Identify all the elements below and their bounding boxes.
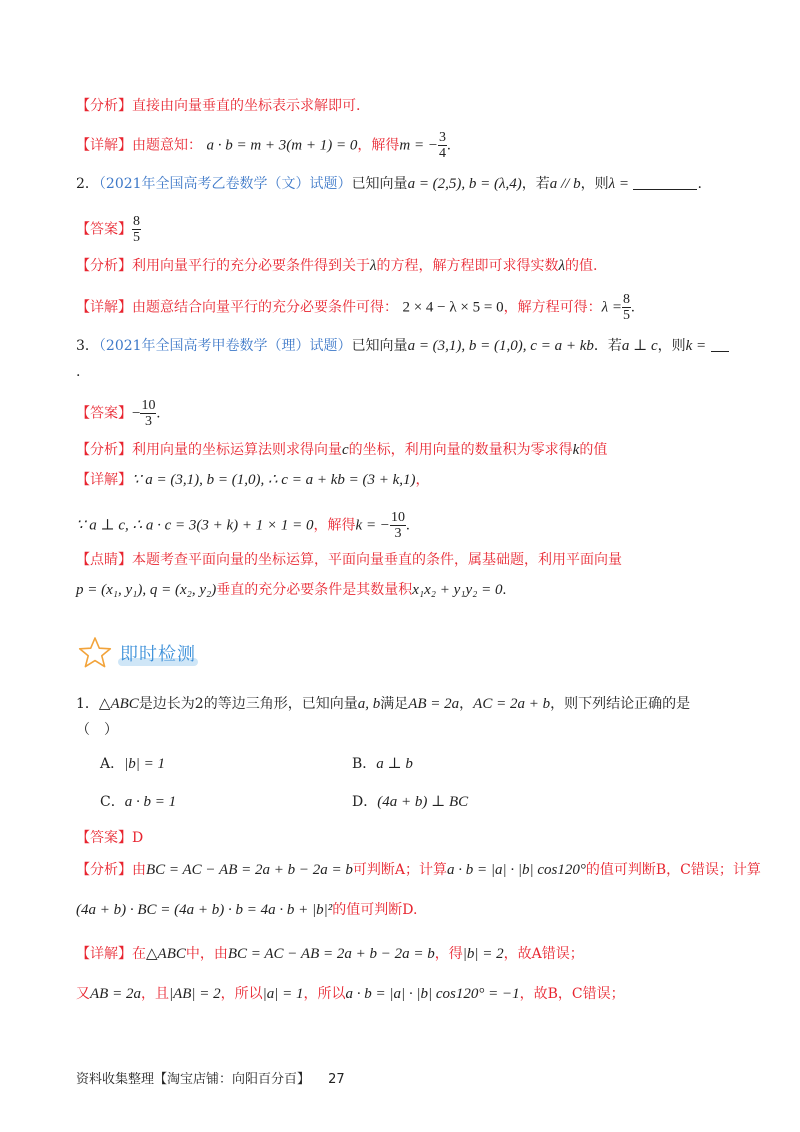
q1-detail: 【详解】由题意知： a · b = m + 3(m + 1) = 0，解得m = − $\frac{3}{4}$ . bbox=[76, 130, 451, 161]
q3-comment-2: p = (x₁, y₁), q = (x₂, y₂)垂直的充分必要条件是其数量积x₁x₂ + y₁y₂ = 0. bbox=[76, 582, 507, 598]
fraction: $\frac{8}{5}$ bbox=[622, 292, 630, 323]
option-b[interactable]: B．a ⊥ b bbox=[352, 756, 413, 772]
q1-analysis: 【分析】直接由向量垂直的坐标表示求解即可. bbox=[76, 98, 361, 114]
q3-detail-2: ∵ a ⊥ c, ∴ a · c = 3(3 + k) + 1 × 1 = 0，解得k = − $\frac{10}{3}$ . bbox=[76, 510, 410, 541]
q2-answer: 【答案】 $\frac{8}{5}$ bbox=[76, 214, 140, 245]
answer-blank bbox=[711, 351, 729, 352]
page-number: 27 bbox=[328, 1072, 345, 1087]
option-a[interactable]: A．|b| = 1 bbox=[100, 756, 165, 772]
footer-text: 资料收集整理【淘宝店铺：向阳百分百】 bbox=[76, 1072, 311, 1087]
page-footer bbox=[76, 1068, 345, 1087]
q3-stem: 3．（2021年全国高考甲卷数学（理）试题）已知向量a = (3,1), b = (1,0), c = a + kb．若a ⊥ c，则k = bbox=[76, 334, 729, 358]
q2-stem: 2．（2021年全国高考乙卷数学（文）试题）已知向量a = (2,5), b = (λ,4)，若a // b，则λ = . bbox=[76, 176, 702, 192]
p1-detail: 【详解】在△ABC中，由BC = AC − AB = 2a + b − 2a = b，得|b| = 2，故A错误； bbox=[76, 946, 584, 962]
q3-answer: 【答案】− $\frac{10}{3}$ . bbox=[76, 398, 161, 429]
p1-detail-2: 又AB = 2a，且|AB| = 2，所以|a| = 1，所以a · b = |a| · |b| cos120° = −1，故B，C错误； bbox=[76, 986, 625, 1002]
q3-analysis: 【分析】利用向量的坐标运算法则求得向量c的坐标，利用向量的数量积为零求得k的值 bbox=[76, 442, 608, 458]
fraction: $\frac{3}{4}$ bbox=[438, 130, 446, 161]
p1-analysis: 【分析】由BC = AC − AB = 2a + b − 2a = b可判断A；计算a · b = |a| · |b| cos120°的值可判断B，C错误；计算 bbox=[76, 862, 761, 878]
q3-comment: 【点睛】本题考查平面向量的坐标运算，平面向量垂直的条件，属基础题，利用平面向量 bbox=[76, 552, 622, 568]
option-d[interactable]: D．(4a + b) ⊥ BC bbox=[352, 794, 469, 810]
option-c[interactable]: C．a · b = 1 bbox=[100, 794, 177, 810]
p1-stem: 1．△ABC是边长为2的等边三角形，已知向量a, b满足AB = 2a，AC = 2a + b，则下列结论正确的是 bbox=[76, 696, 691, 712]
section-title: 即时检测 bbox=[120, 644, 196, 665]
fraction: $\frac{10}{3}$ bbox=[390, 510, 405, 541]
q3-detail-1: 【详解】∵ a = (3,1), b = (1,0), ∴ c = a + kb = (3 + k,1)， bbox=[76, 472, 430, 488]
q3-dot: . bbox=[76, 364, 81, 380]
p1-analysis-2: (4a + b) · BC = (4a + b) · b = 4a · b + |b|²的值可判断D. bbox=[76, 902, 418, 918]
fraction: $\frac{8}{5}$ bbox=[133, 214, 140, 245]
fraction: $\frac{10}{3}$ bbox=[141, 398, 156, 429]
p1-answer: 【答案】D bbox=[76, 830, 144, 846]
answer-blank bbox=[633, 189, 697, 190]
section-heading bbox=[76, 634, 206, 672]
q2-analysis: 【分析】利用向量平行的充分必要条件得到关于λ的方程，解方程即可求得实数λ的值. bbox=[76, 258, 598, 274]
q2-detail: 【详解】由题意结合向量平行的充分必要条件可得： 2 × 4 − λ × 5 = 0，解方程可得：λ = $\frac{8}{5}$ . bbox=[76, 292, 635, 323]
star-outline-icon bbox=[78, 636, 112, 670]
p1-paren: （ ） bbox=[76, 722, 118, 738]
